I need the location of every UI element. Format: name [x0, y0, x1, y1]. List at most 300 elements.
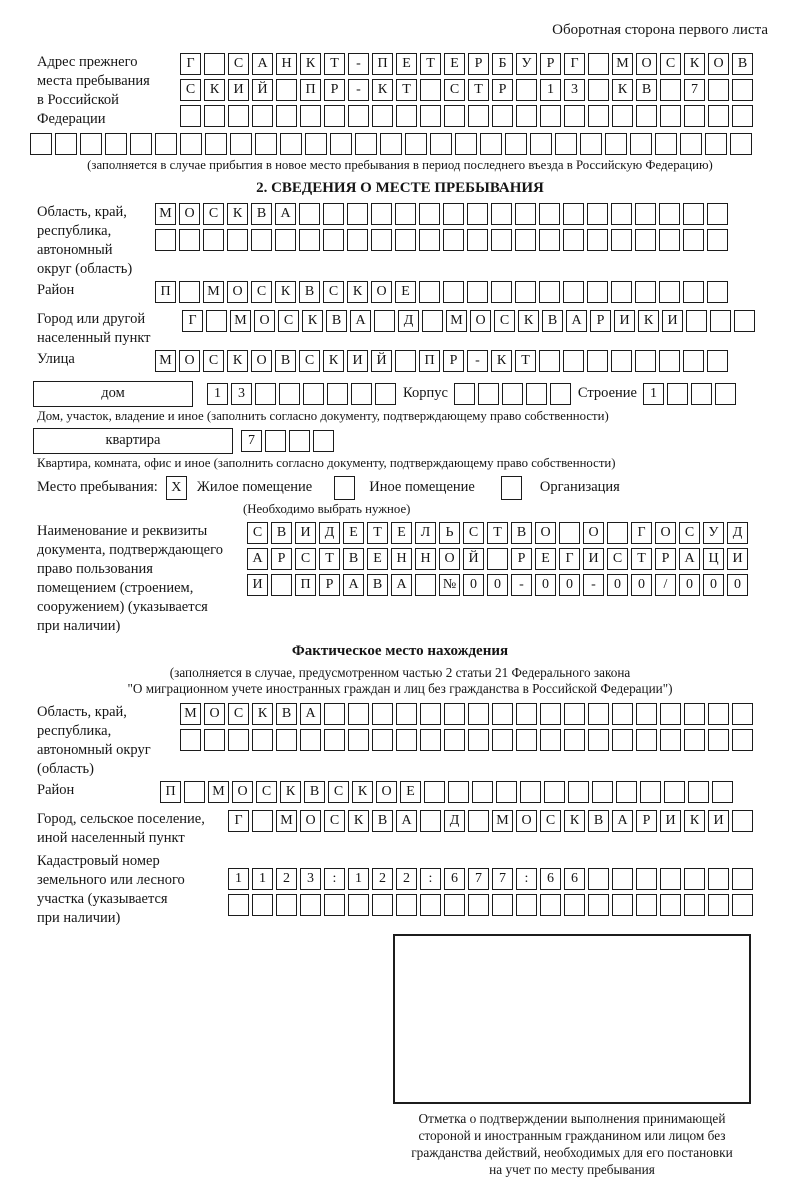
char-box: Й	[252, 79, 273, 101]
district-field	[0, 281, 800, 307]
char-box	[684, 703, 705, 725]
char-box	[300, 105, 321, 127]
actual-location-note-line: (заполняется в случае, предусмотренном частью 2 статьи 21 Федерального закона	[169, 665, 631, 680]
prev-address-boxrow-3	[180, 105, 756, 127]
char-box: Й	[371, 350, 392, 372]
char-box	[564, 703, 585, 725]
region-label-line: автономный	[37, 242, 113, 258]
char-box: О	[179, 203, 200, 225]
char-box	[468, 810, 489, 832]
char-box: Т	[420, 53, 441, 75]
char-box	[688, 781, 709, 803]
char-box: С	[228, 53, 249, 75]
char-box	[708, 894, 729, 916]
char-box	[228, 729, 249, 751]
char-box	[422, 310, 443, 332]
char-box: К	[302, 310, 323, 332]
char-box	[605, 133, 627, 155]
char-box: К	[323, 350, 344, 372]
house-box-label: дом	[33, 381, 193, 407]
actual-region-field	[0, 703, 800, 779]
char-box: Д	[319, 522, 340, 544]
char-box	[276, 729, 297, 751]
city-label-line: Город или другой	[37, 311, 146, 327]
char-box	[265, 430, 286, 452]
char-box	[516, 894, 537, 916]
char-box	[710, 310, 731, 332]
cadastral-field	[0, 852, 800, 928]
char-box	[228, 105, 249, 127]
char-box: О	[535, 522, 556, 544]
char-box	[616, 781, 637, 803]
char-box: Г	[182, 310, 203, 332]
char-box: О	[376, 781, 397, 803]
char-box: И	[662, 310, 683, 332]
char-box	[252, 810, 273, 832]
cadastral-label-line: Кадастровый номер	[37, 853, 160, 869]
char-box: Г	[180, 53, 201, 75]
cadastral-label-line: участка (указывается	[37, 891, 168, 907]
char-box	[588, 868, 609, 890]
char-box	[180, 729, 201, 751]
char-box: В	[636, 79, 657, 101]
char-box	[612, 729, 633, 751]
char-box	[289, 430, 310, 452]
char-box: С	[203, 350, 224, 372]
char-box: М	[155, 350, 176, 372]
char-box	[516, 703, 537, 725]
char-box	[732, 729, 753, 751]
char-box	[348, 105, 369, 127]
char-box: О	[439, 548, 460, 570]
char-box	[660, 79, 681, 101]
char-box: 7	[492, 868, 513, 890]
district-label: Район	[37, 282, 75, 298]
char-box: И	[247, 574, 268, 596]
char-box	[539, 350, 560, 372]
char-box	[419, 203, 440, 225]
char-box: Д	[398, 310, 419, 332]
char-box: О	[655, 522, 676, 544]
city-boxrow	[182, 310, 758, 332]
char-box	[708, 79, 729, 101]
char-box	[607, 522, 628, 544]
stamp-caption-line: Отметка о подтверждении выполнения принимающей	[418, 1111, 726, 1126]
char-box	[655, 133, 677, 155]
char-box	[660, 894, 681, 916]
char-box	[396, 105, 417, 127]
char-box: С	[324, 810, 345, 832]
char-box	[515, 203, 536, 225]
char-box	[420, 894, 441, 916]
char-box: П	[300, 79, 321, 101]
char-box	[707, 281, 728, 303]
char-box: П	[155, 281, 176, 303]
char-box	[588, 79, 609, 101]
prev-address-boxrow-1	[180, 53, 756, 75]
char-box	[588, 105, 609, 127]
char-box: Г	[564, 53, 585, 75]
char-box: О	[371, 281, 392, 303]
other-premises-label: Иное помещение	[369, 479, 475, 495]
char-box	[372, 105, 393, 127]
char-box	[563, 203, 584, 225]
char-box	[405, 133, 427, 155]
char-box	[468, 703, 489, 725]
char-box: Т	[515, 350, 536, 372]
char-box	[419, 281, 440, 303]
char-box	[227, 229, 248, 251]
char-box: К	[564, 810, 585, 832]
char-box: -	[583, 574, 604, 596]
actual-city-field	[0, 810, 800, 848]
residential-checkbox: X	[166, 476, 187, 500]
char-box	[467, 229, 488, 251]
char-box: М	[276, 810, 297, 832]
confirmation-stamp-box	[393, 934, 751, 1104]
prev-address-label-line: Федерации	[37, 111, 106, 127]
char-box	[371, 203, 392, 225]
char-box	[502, 383, 523, 405]
actual-region-rows	[180, 703, 756, 755]
actual-district-label: Район	[37, 782, 75, 798]
actual-location-title: Фактическое место нахождения	[291, 643, 509, 659]
char-box	[299, 203, 320, 225]
korpus-boxes	[454, 383, 574, 405]
char-box	[563, 281, 584, 303]
char-box: О	[232, 781, 253, 803]
char-box	[540, 703, 561, 725]
char-box	[732, 810, 753, 832]
char-box: К	[252, 703, 273, 725]
char-box	[323, 229, 344, 251]
house-row	[33, 380, 800, 407]
char-box: Г	[631, 522, 652, 544]
actual-city-label	[37, 810, 228, 848]
residential-label: Жилое помещение	[196, 479, 313, 495]
char-box	[468, 105, 489, 127]
organization-checkbox	[501, 476, 522, 500]
char-box: 0	[727, 574, 748, 596]
city-label	[37, 310, 182, 348]
char-box: 0	[679, 574, 700, 596]
char-box: В	[588, 810, 609, 832]
char-box	[540, 729, 561, 751]
apartment-row	[33, 427, 800, 454]
char-box: Д	[444, 810, 465, 832]
char-box	[587, 350, 608, 372]
char-box: 3	[300, 868, 321, 890]
char-box	[468, 729, 489, 751]
char-box	[492, 729, 513, 751]
prev-address-label-line: в Российской	[37, 92, 119, 108]
char-box: П	[419, 350, 440, 372]
char-box	[252, 729, 273, 751]
stay-type-note: (Необходимо выбрать нужное)	[243, 502, 411, 516]
document-label-line: помещением (строением,	[37, 580, 194, 596]
apartment-box-label: квартира	[33, 428, 233, 454]
char-box	[635, 350, 656, 372]
char-box	[444, 894, 465, 916]
prev-address-rows	[180, 53, 756, 131]
char-box	[539, 281, 560, 303]
char-box: 3	[564, 79, 585, 101]
char-box: 0	[463, 574, 484, 596]
char-box	[324, 894, 345, 916]
actual-city-boxrow	[228, 810, 756, 832]
char-box: Р	[492, 79, 513, 101]
char-box: С	[607, 548, 628, 570]
char-box	[636, 894, 657, 916]
stamp-caption-line: гражданства действий, необходимых для его постановки	[411, 1145, 733, 1160]
prev-address-label-line: Адрес прежнего	[37, 54, 138, 70]
actual-region-boxrow-2	[180, 729, 756, 751]
char-box: С	[203, 203, 224, 225]
char-box: И	[228, 79, 249, 101]
char-box: С	[444, 79, 465, 101]
char-box: 7	[684, 79, 705, 101]
char-box: К	[280, 781, 301, 803]
char-box: М	[203, 281, 224, 303]
char-box: В	[343, 548, 364, 570]
cadastral-rows	[228, 868, 756, 920]
cadastral-boxrow-1	[228, 868, 756, 890]
char-box	[516, 105, 537, 127]
char-box	[184, 781, 205, 803]
char-box	[635, 281, 656, 303]
char-box: 2	[396, 868, 417, 890]
char-box	[611, 229, 632, 251]
char-box	[540, 105, 561, 127]
char-box: Е	[535, 548, 556, 570]
char-box	[275, 229, 296, 251]
char-box	[324, 729, 345, 751]
char-box	[395, 229, 416, 251]
actual-city-label-line: иной населенный пункт	[37, 830, 185, 846]
char-box: К	[372, 79, 393, 101]
char-box	[347, 203, 368, 225]
char-box	[635, 229, 656, 251]
region-label-line: республика,	[37, 223, 112, 239]
char-box: М	[612, 53, 633, 75]
char-box: А	[391, 574, 412, 596]
actual-location-note	[0, 665, 800, 697]
char-box	[179, 281, 200, 303]
char-box	[667, 383, 688, 405]
char-box	[707, 203, 728, 225]
char-box	[105, 133, 127, 155]
char-box: Е	[395, 281, 416, 303]
char-box	[276, 894, 297, 916]
char-box: Д	[727, 522, 748, 544]
char-box: С	[323, 281, 344, 303]
header-note: Оборотная сторона первого листа	[552, 22, 768, 38]
char-box: С	[180, 79, 201, 101]
char-box	[611, 350, 632, 372]
char-box	[130, 133, 152, 155]
char-box: С	[256, 781, 277, 803]
char-box	[155, 229, 176, 251]
char-box: Р	[655, 548, 676, 570]
char-box: В	[276, 703, 297, 725]
char-box: С	[251, 281, 272, 303]
document-field	[0, 522, 800, 636]
char-box	[708, 729, 729, 751]
char-box	[255, 383, 276, 405]
char-box	[472, 781, 493, 803]
char-box: :	[420, 868, 441, 890]
region-rows	[155, 203, 731, 255]
house-note: Дом, участок, владение и иное (заполнить согласно документу, подтверждающему право собственности)	[37, 409, 609, 423]
char-box	[395, 203, 416, 225]
cadastral-boxrow-2	[228, 894, 756, 916]
stay-type-label: Место пребывания:	[37, 479, 158, 495]
char-box	[539, 229, 560, 251]
char-box	[299, 229, 320, 251]
char-box	[612, 868, 633, 890]
prev-address-label-line: места пребывания	[37, 73, 150, 89]
char-box	[587, 229, 608, 251]
char-box	[683, 350, 704, 372]
char-box	[276, 79, 297, 101]
section2-title: 2. СВЕДЕНИЯ О МЕСТЕ ПРЕБЫВАНИЯ	[256, 180, 544, 196]
char-box	[180, 105, 201, 127]
char-box: Е	[400, 781, 421, 803]
stamp-caption-line: стороной и иностранным гражданином или лицом без	[418, 1128, 726, 1143]
char-box	[635, 203, 656, 225]
char-box: С	[463, 522, 484, 544]
char-box: №	[439, 574, 460, 596]
char-box	[300, 729, 321, 751]
street-label: Улица	[37, 351, 75, 367]
char-box	[80, 133, 102, 155]
char-box: У	[703, 522, 724, 544]
char-box: Р	[468, 53, 489, 75]
char-box	[396, 729, 417, 751]
char-box	[303, 383, 324, 405]
char-box	[611, 203, 632, 225]
char-box	[330, 133, 352, 155]
char-box: Р	[590, 310, 611, 332]
char-box: В	[542, 310, 563, 332]
organization-label: Организация	[539, 479, 620, 495]
char-box: -	[348, 79, 369, 101]
char-box: Е	[367, 548, 388, 570]
char-box	[732, 105, 753, 127]
char-box	[348, 894, 369, 916]
char-box	[540, 894, 561, 916]
char-box	[444, 703, 465, 725]
char-box	[684, 105, 705, 127]
char-box	[516, 729, 537, 751]
char-box	[467, 281, 488, 303]
document-boxrow-2	[247, 548, 751, 570]
char-box: Ь	[439, 522, 460, 544]
char-box	[228, 894, 249, 916]
char-box	[179, 229, 200, 251]
char-box	[684, 868, 705, 890]
char-box: А	[275, 203, 296, 225]
char-box	[683, 281, 704, 303]
char-box	[559, 522, 580, 544]
actual-region-label-line: Область, край,	[37, 704, 127, 720]
char-box	[640, 781, 661, 803]
char-box	[686, 310, 707, 332]
char-box	[443, 281, 464, 303]
char-box	[707, 229, 728, 251]
char-box	[492, 105, 513, 127]
char-box: 0	[487, 574, 508, 596]
char-box: А	[343, 574, 364, 596]
char-box	[588, 894, 609, 916]
char-box: В	[299, 281, 320, 303]
char-box	[563, 229, 584, 251]
region-label-line: округ (область)	[37, 261, 133, 277]
char-box	[612, 703, 633, 725]
char-box	[372, 729, 393, 751]
char-box: Р	[540, 53, 561, 75]
char-box: М	[446, 310, 467, 332]
char-box	[448, 781, 469, 803]
char-box: :	[516, 868, 537, 890]
char-box	[348, 729, 369, 751]
char-box	[588, 53, 609, 75]
actual-city-label-line: Город, сельское поселение,	[37, 811, 205, 827]
char-box: 1	[207, 383, 228, 405]
char-box	[730, 133, 752, 155]
char-box	[660, 703, 681, 725]
char-box: Е	[396, 53, 417, 75]
char-box: 0	[703, 574, 724, 596]
char-box: 7	[468, 868, 489, 890]
char-box	[659, 281, 680, 303]
char-box	[683, 203, 704, 225]
char-box	[612, 894, 633, 916]
char-box: Т	[367, 522, 388, 544]
char-box	[420, 729, 441, 751]
char-box: И	[727, 548, 748, 570]
stamp-caption	[357, 1110, 787, 1178]
char-box: П	[295, 574, 316, 596]
char-box	[180, 133, 202, 155]
cadastral-label-line: при наличии)	[37, 910, 121, 926]
char-box: О	[227, 281, 248, 303]
actual-district-field	[0, 781, 800, 807]
char-box: 7	[241, 430, 262, 452]
char-box: С	[679, 522, 700, 544]
char-box: О	[470, 310, 491, 332]
char-box: 2	[372, 868, 393, 890]
char-box: К	[491, 350, 512, 372]
char-box	[30, 133, 52, 155]
char-box: К	[204, 79, 225, 101]
char-box	[539, 203, 560, 225]
char-box	[372, 703, 393, 725]
char-box	[324, 105, 345, 127]
char-box	[424, 781, 445, 803]
char-box: 1	[643, 383, 664, 405]
char-box: Р	[636, 810, 657, 832]
char-box	[419, 229, 440, 251]
district-boxrow	[155, 281, 731, 303]
char-box	[636, 105, 657, 127]
char-box	[659, 350, 680, 372]
char-box: :	[324, 868, 345, 890]
stroenie-boxes	[643, 383, 739, 405]
apartment-boxes	[241, 430, 337, 452]
char-box: Н	[391, 548, 412, 570]
document-label-line: Наименование и реквизиты	[37, 523, 208, 539]
